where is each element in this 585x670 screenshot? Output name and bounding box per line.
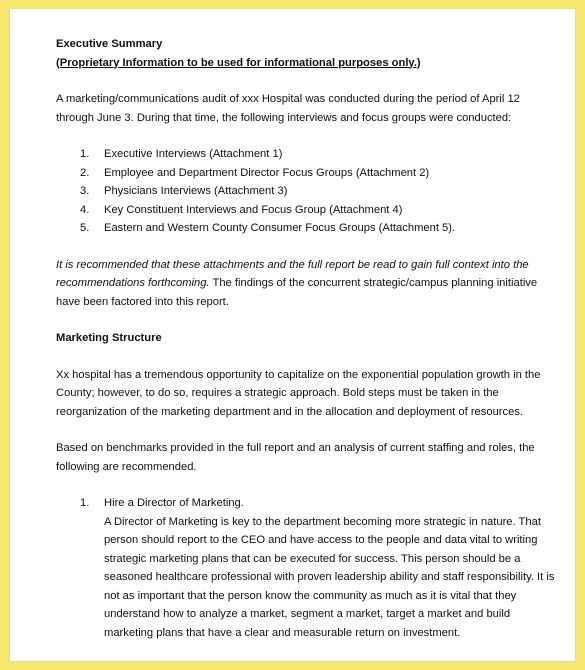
- section-heading: Marketing Structure: [56, 332, 162, 344]
- document-subtitle: (Proprietary Information to be used for informational purposes only.): [56, 56, 421, 69]
- list-number: 2.: [80, 166, 90, 179]
- document-title: Executive Summary: [56, 38, 163, 50]
- list-item-text: Eastern and Western County Consumer Focus Groups (Attachment 5).: [104, 222, 456, 234]
- recommendation-heading: Hire a Director of Marketing.: [104, 497, 244, 509]
- list-number: 1.: [80, 148, 90, 160]
- list-item-text: Executive Interviews (Attachment 1): [104, 148, 283, 160]
- list-item: [56, 145, 556, 164]
- list-item-text: Employee and Department Director Focus Groups (Attachment 2): [104, 166, 430, 179]
- document-page: [9, 8, 576, 662]
- list-item: [56, 219, 556, 238]
- intro-paragraph: A marketing/communications audit of xxx Hospital was conducted during the period of April 12 through June 3. During that time, the following interviews and focus groups were conducted:: [56, 93, 520, 124]
- recommendation-note-rest: The findings of the concurrent strategic/campus planning initiative have been factored into this report.: [56, 277, 538, 308]
- list-item-text: Physicians Interviews (Attachment 3): [104, 185, 288, 197]
- attachments-list: [56, 145, 556, 238]
- list-item: [56, 182, 556, 201]
- list-item: [56, 201, 556, 220]
- list-number: 5.: [80, 222, 90, 234]
- benchmarks-paragraph: Based on benchmarks provided in the full report and an analysis of current staffing and roles, the following are recommended.: [56, 442, 535, 473]
- list-item: [56, 164, 556, 183]
- list-number: 4.: [80, 203, 90, 216]
- recommendation-body: A Director of Marketing is key to the department becoming more strategic in nature. That person should report to the CEO and have access to the people and data vital to writing strategic marketing plans that can be executed for success. This person should be a seasoned healthcare professional with proven leadership ability and staff responsibility. It is not as important that the person know the community as much as it is vital that they understand how to analyze a market, segment a market, target a market and build marketing plans that have a clear and measurable return on investment.: [104, 515, 555, 639]
- list-number: 3.: [80, 185, 90, 197]
- list-item-text: Key Constituent Interviews and Focus Group (Attachment 4): [104, 203, 403, 216]
- recommendation-item: [56, 494, 556, 642]
- recommendation-note-paragraph: [56, 256, 556, 312]
- recommendation-note-italic: It is recommended that these attachments and the full report be read to gain full context into the recommendations forthcoming.: [56, 258, 529, 289]
- structure-paragraph: Xx hospital has a tremendous opportunity to capitalize on the exponential population growth in the County; however, to do so, requires a strategic approach. Bold steps must be taken in the reorganization of the marketing department and in the allocation and deployment of resources.: [56, 368, 541, 418]
- list-number: 1.: [80, 497, 90, 509]
- document-content: [56, 35, 556, 642]
